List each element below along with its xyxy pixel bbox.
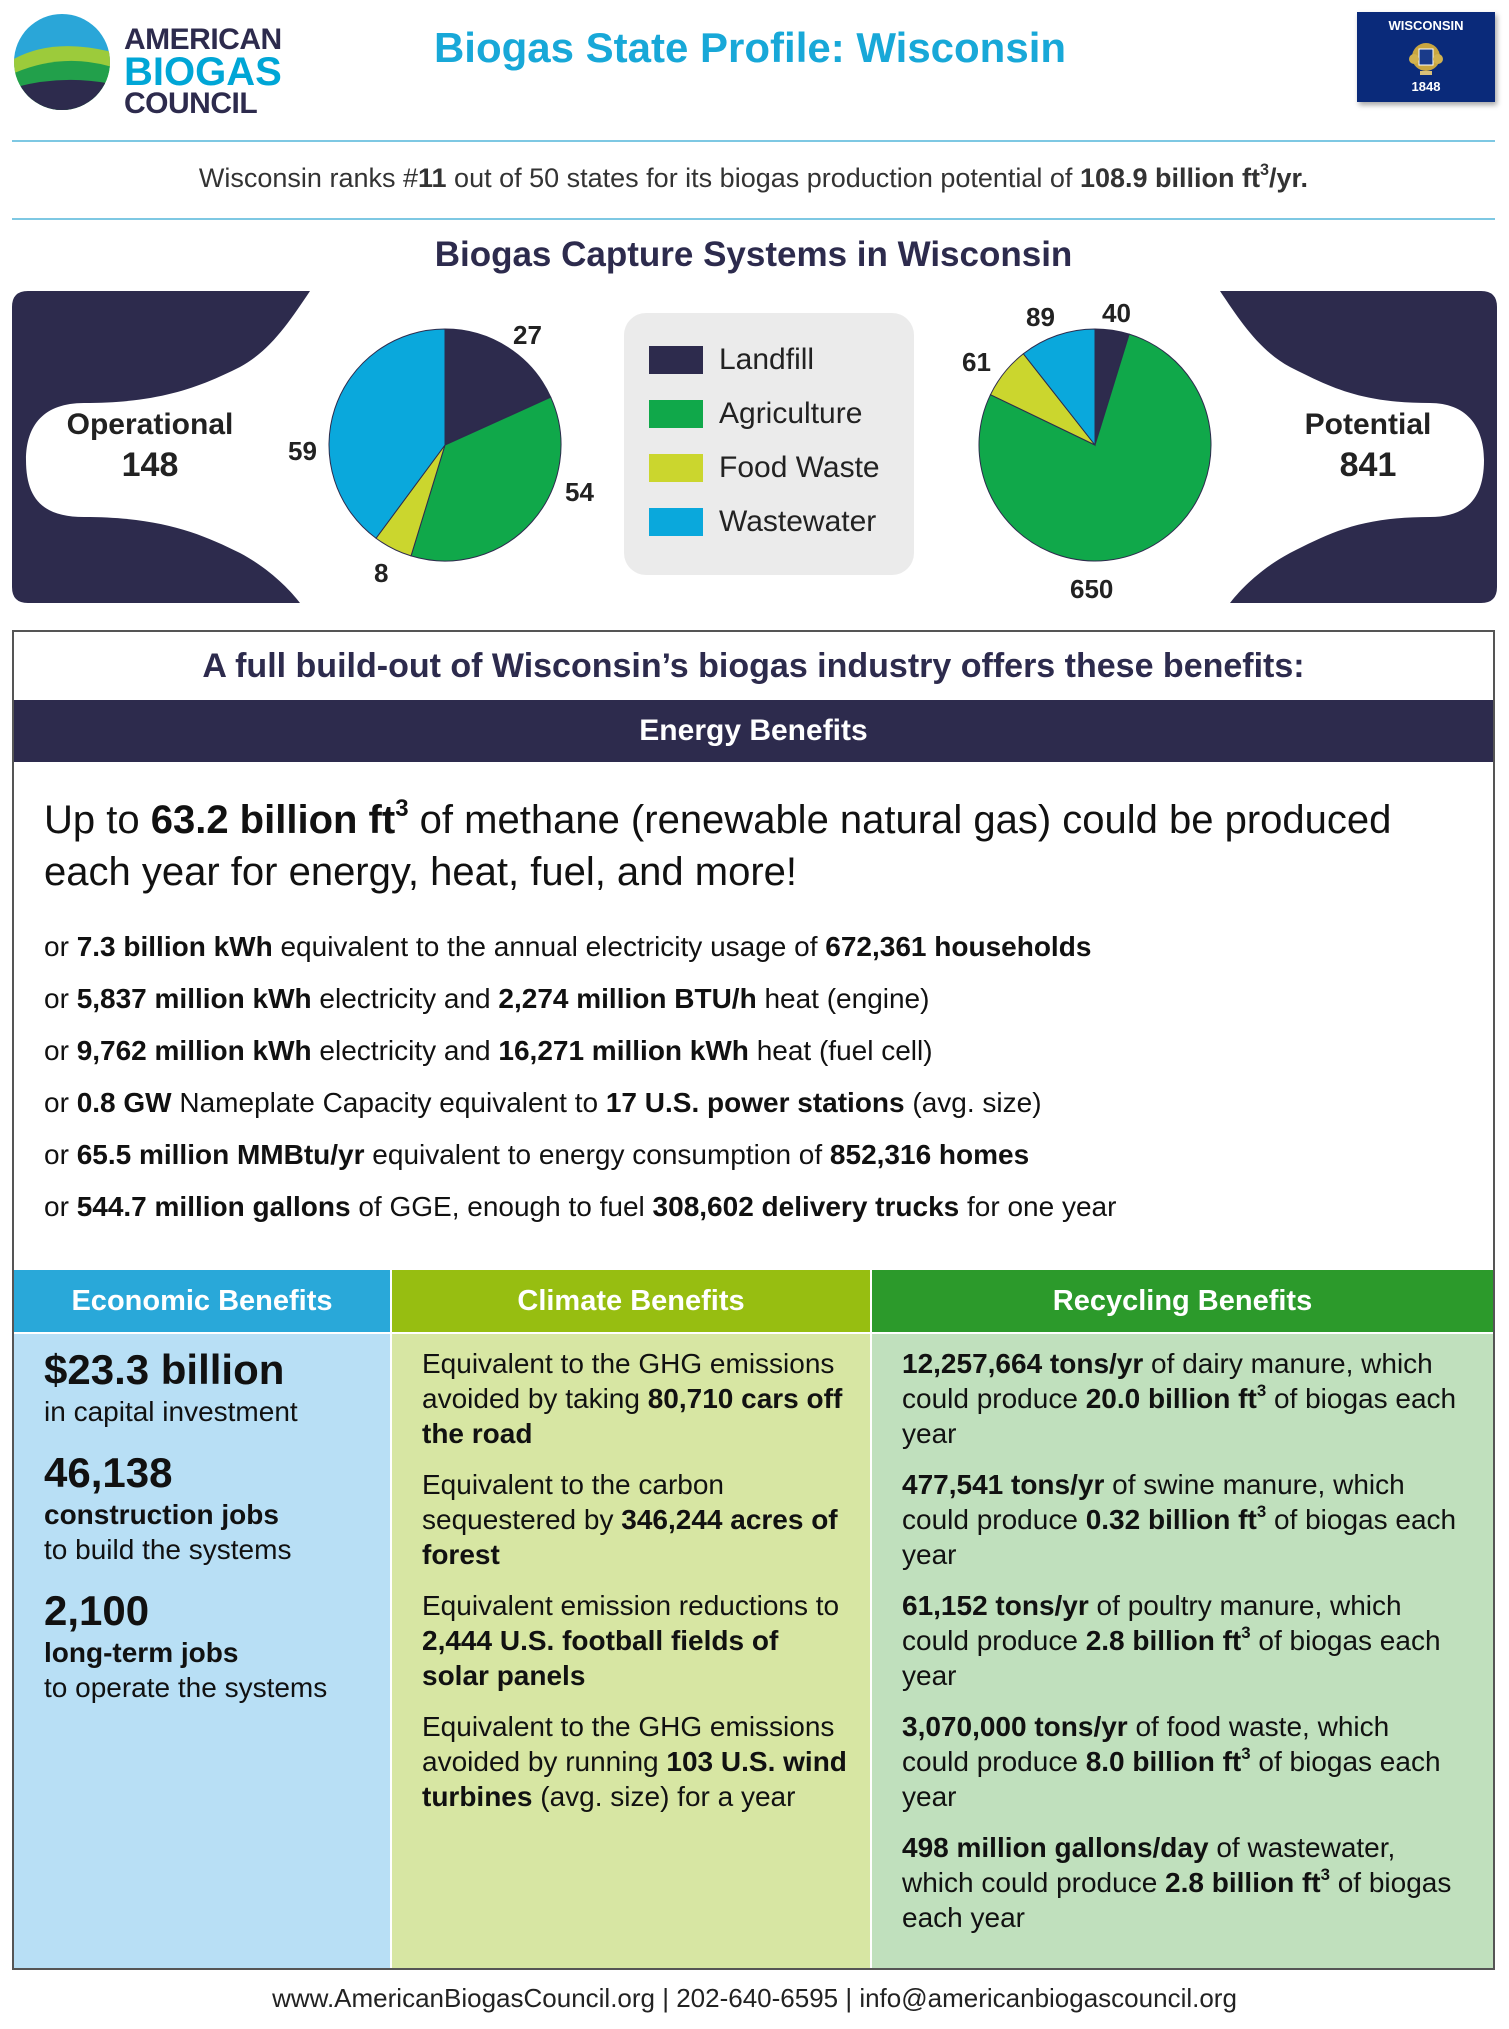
line-text: for one year (959, 1191, 1117, 1222)
legend-item-food-waste (649, 441, 914, 495)
recycling-text: of swine manure, which could produce (902, 1469, 1405, 1535)
header-divider (12, 140, 1495, 142)
headline-pre: Up to (44, 798, 151, 842)
line-bold: 7.3 billion kWh (76, 931, 273, 962)
line-text: or (44, 1191, 77, 1222)
rank-unit-suffix: /yr. (1269, 163, 1309, 193)
legend-label: Landfill (719, 343, 815, 376)
potential-summary (1268, 405, 1468, 485)
legend-item-landfill (649, 333, 914, 387)
recycling-header-label: Recycling Benefits (1052, 1285, 1313, 1317)
pie-label-op-wastewater: 59 (288, 436, 317, 466)
climate-text: Equivalent to the GHG emissions avoided by taking (422, 1348, 835, 1414)
line-bold: 852,316 homes (829, 1139, 1030, 1170)
recycling-bold: 0.32 billion ft (1085, 1504, 1257, 1535)
legend-swatch-wastewater (649, 508, 703, 536)
recycling-text: of wastewater, which could produce (902, 1832, 1396, 1898)
recycling-text: of food waste, which could produce (902, 1711, 1390, 1777)
potential-label: Potential (1304, 408, 1432, 441)
legend-swatch-agriculture (649, 400, 703, 428)
recycling-item (902, 1588, 1459, 1693)
energy-line (44, 1077, 1464, 1129)
recycling-bold: 477,541 tons/yr (902, 1469, 1105, 1500)
logo-globe-icon (12, 12, 112, 112)
pie-label-op-agriculture: 54 (565, 477, 594, 507)
line-bold: 308,602 delivery trucks (652, 1191, 960, 1222)
rank-divider (12, 218, 1495, 220)
energy-benefits-header (14, 700, 1493, 762)
recycling-item (902, 1709, 1459, 1814)
recycling-bold: 2.8 billion ft (1085, 1625, 1242, 1656)
line-text: electricity and (311, 983, 499, 1014)
recycling-bold: 2.8 billion ft (1165, 1867, 1321, 1898)
climate-text: Equivalent to the carbon sequestered by (422, 1469, 724, 1535)
superscript: 3 (1260, 161, 1270, 180)
operational-label: Operational (66, 408, 234, 441)
climate-item (422, 1588, 850, 1693)
wisconsin-flag (1357, 12, 1495, 102)
climate-bold: 80,710 cars off the road (422, 1383, 843, 1449)
line-bold: 5,837 million kWh (76, 983, 312, 1014)
pie-label-op-foodwaste: 8 (374, 558, 389, 588)
line-bold: 65.5 million MMBtu/yr (76, 1139, 365, 1170)
line-text: equivalent to energy consumption of (364, 1139, 830, 1170)
legend-label: Agriculture (719, 397, 863, 430)
line-bold: 0.8 GW (76, 1087, 172, 1118)
line-text: of GGE, enough to fuel (350, 1191, 653, 1222)
superscript: 3 (395, 795, 409, 823)
climate-benefits-column (392, 1334, 870, 1968)
recycling-text: of biogas each year (902, 1746, 1441, 1812)
energy-headline (44, 794, 1444, 898)
economic-figure: $23.3 billion (44, 1346, 285, 1393)
recycling-text: of biogas each year (902, 1625, 1441, 1691)
pie-label-pot-landfill: 40 (1102, 298, 1131, 328)
recycling-item (902, 1346, 1459, 1451)
energy-line (44, 1129, 1464, 1181)
pie-label-pot-agriculture: 650 (1070, 574, 1114, 604)
recycling-text: of poultry manure, which could produce (902, 1590, 1402, 1656)
recycling-benefits-column (872, 1334, 1493, 1968)
recycling-text: of biogas each year (902, 1383, 1457, 1449)
line-text: or (44, 1139, 77, 1170)
logo (12, 12, 282, 120)
superscript: 3 (1256, 1381, 1267, 1400)
recycling-bold: 8.0 billion ft (1085, 1746, 1242, 1777)
line-text: equivalent to the annual electricity usage of (272, 931, 826, 962)
rank-potential: 108.9 billion ft (1079, 163, 1260, 193)
flag-state-label: WISCONSIN (1388, 18, 1464, 33)
recycling-benefits-header (872, 1270, 1493, 1332)
line-text: heat (fuel cell) (748, 1035, 933, 1066)
line-text: (avg. size) (904, 1087, 1042, 1118)
recycling-text: of biogas each year (902, 1504, 1457, 1570)
potential-value: 841 (1339, 446, 1397, 484)
recycling-bold: 3,070,000 tons/yr (902, 1711, 1128, 1742)
economic-figure: 2,100 (44, 1587, 150, 1634)
superscript: 3 (1241, 1744, 1251, 1763)
economic-benefits-header (14, 1270, 390, 1332)
benefits-title: A full build-out of Wisconsin’s biogas industry offers these benefits: (202, 647, 1305, 685)
economic-bold: long-term jobs (44, 1637, 239, 1668)
operational-value: 148 (121, 446, 179, 484)
pie-label-pot-foodwaste: 61 (962, 347, 991, 377)
economic-text: to build the systems (44, 1534, 292, 1565)
line-bold: 2,274 million BTU/h (498, 983, 757, 1014)
line-bold: 672,361 households (825, 931, 1092, 962)
legend-swatch-landfill (649, 346, 703, 374)
line-text: or (44, 1035, 77, 1066)
rank-middle: out of 50 states for its biogas production potential of (446, 163, 1080, 193)
pie-label-op-landfill: 27 (513, 320, 542, 350)
rank-value: 11 (418, 163, 447, 193)
economic-benefits-column (14, 1334, 390, 1968)
line-bold: 9,762 million kWh (76, 1035, 312, 1066)
legend-swatch-food-waste (649, 454, 703, 482)
superscript: 3 (1320, 1865, 1330, 1884)
energy-line (44, 1181, 1464, 1233)
energy-equivalents-list (44, 921, 1464, 1233)
recycling-bold: 20.0 billion ft (1085, 1383, 1257, 1414)
capture-title: Biogas Capture Systems in Wisconsin (434, 235, 1073, 274)
headline-post: of methane (renewable natural gas) could be produced each year for energy, heat, fuel, and more! (44, 798, 1392, 894)
economic-header-label: Economic Benefits (71, 1285, 333, 1317)
line-bold: 17 U.S. power stations (605, 1087, 905, 1118)
legend-item-wastewater (649, 495, 914, 549)
operational-pie-chart (315, 315, 575, 575)
line-text: or (44, 1087, 77, 1118)
legend-item-agriculture (649, 387, 914, 441)
operational-summary (50, 405, 250, 485)
recycling-item (902, 1467, 1459, 1572)
climate-item (422, 1467, 850, 1572)
potential-pie-chart (965, 315, 1225, 575)
economic-figure: 46,138 (44, 1449, 173, 1496)
recycling-bold: 61,152 tons/yr (902, 1590, 1089, 1621)
economic-text: in capital investment (44, 1396, 298, 1427)
line-text: or (44, 931, 77, 962)
energy-benefits-label: Energy Benefits (639, 714, 868, 747)
recycling-item (902, 1830, 1459, 1935)
climate-tail: (avg. size) for a year (532, 1781, 796, 1812)
climate-bold: 2,444 U.S. football fields of solar panels (422, 1625, 779, 1691)
energy-line (44, 921, 1464, 973)
climate-header-label: Climate Benefits (517, 1285, 745, 1317)
footer-contact: www.AmericanBiogasCouncil.org | 202-640-6595 | info@americanbiogascouncil.org (272, 1983, 1237, 2013)
line-bold: 544.7 million gallons (76, 1191, 351, 1222)
flag-seal-icon (1406, 35, 1446, 79)
economic-text: to operate the systems (44, 1672, 328, 1703)
legend-label: Food Waste (719, 451, 880, 484)
recycling-bold: 498 million gallons/day (902, 1832, 1209, 1863)
recycling-bold: 12,257,664 tons/yr (902, 1348, 1144, 1379)
flag-year-label: 1848 (1411, 79, 1441, 94)
economic-item (44, 1587, 360, 1705)
legend-label: Wastewater (719, 505, 877, 538)
headline-bold: 63.2 billion ft (150, 798, 396, 842)
climate-item (422, 1709, 850, 1814)
climate-bold: 103 U.S. wind turbines (422, 1746, 847, 1812)
line-bold: 16,271 million kWh (498, 1035, 749, 1066)
economic-bold: construction jobs (44, 1499, 279, 1530)
climate-item (422, 1346, 850, 1451)
pie-label-pot-wastewater: 89 (1026, 302, 1055, 332)
energy-line (44, 973, 1464, 1025)
superscript: 3 (1256, 1502, 1267, 1521)
line-text: Nameplate Capacity equivalent to (171, 1087, 606, 1118)
logo-line-biogas: BIOGAS (124, 50, 282, 94)
logo-line-council: COUNCIL (124, 87, 258, 120)
climate-text: Equivalent emission reductions to (422, 1590, 840, 1621)
economic-item (44, 1449, 360, 1567)
rank-statement (12, 163, 1495, 194)
recycling-text: of biogas each year (902, 1867, 1452, 1933)
logo-line-american: AMERICAN (124, 23, 282, 56)
line-text: heat (engine) (756, 983, 930, 1014)
climate-text: Equivalent to the GHG emissions avoided by running (422, 1711, 835, 1777)
energy-line (44, 1025, 1464, 1077)
line-text: or (44, 983, 77, 1014)
pie-legend (624, 313, 914, 575)
economic-item (44, 1346, 360, 1429)
recycling-text: of dairy manure, which could produce (902, 1348, 1433, 1414)
climate-benefits-header (392, 1270, 870, 1332)
rank-prefix: Wisconsin ranks # (198, 163, 418, 193)
line-text: electricity and (311, 1035, 499, 1066)
superscript: 3 (1241, 1623, 1251, 1642)
page-title: Biogas State Profile: Wisconsin (433, 24, 1067, 71)
climate-bold: 346,244 acres of forest (422, 1504, 838, 1570)
